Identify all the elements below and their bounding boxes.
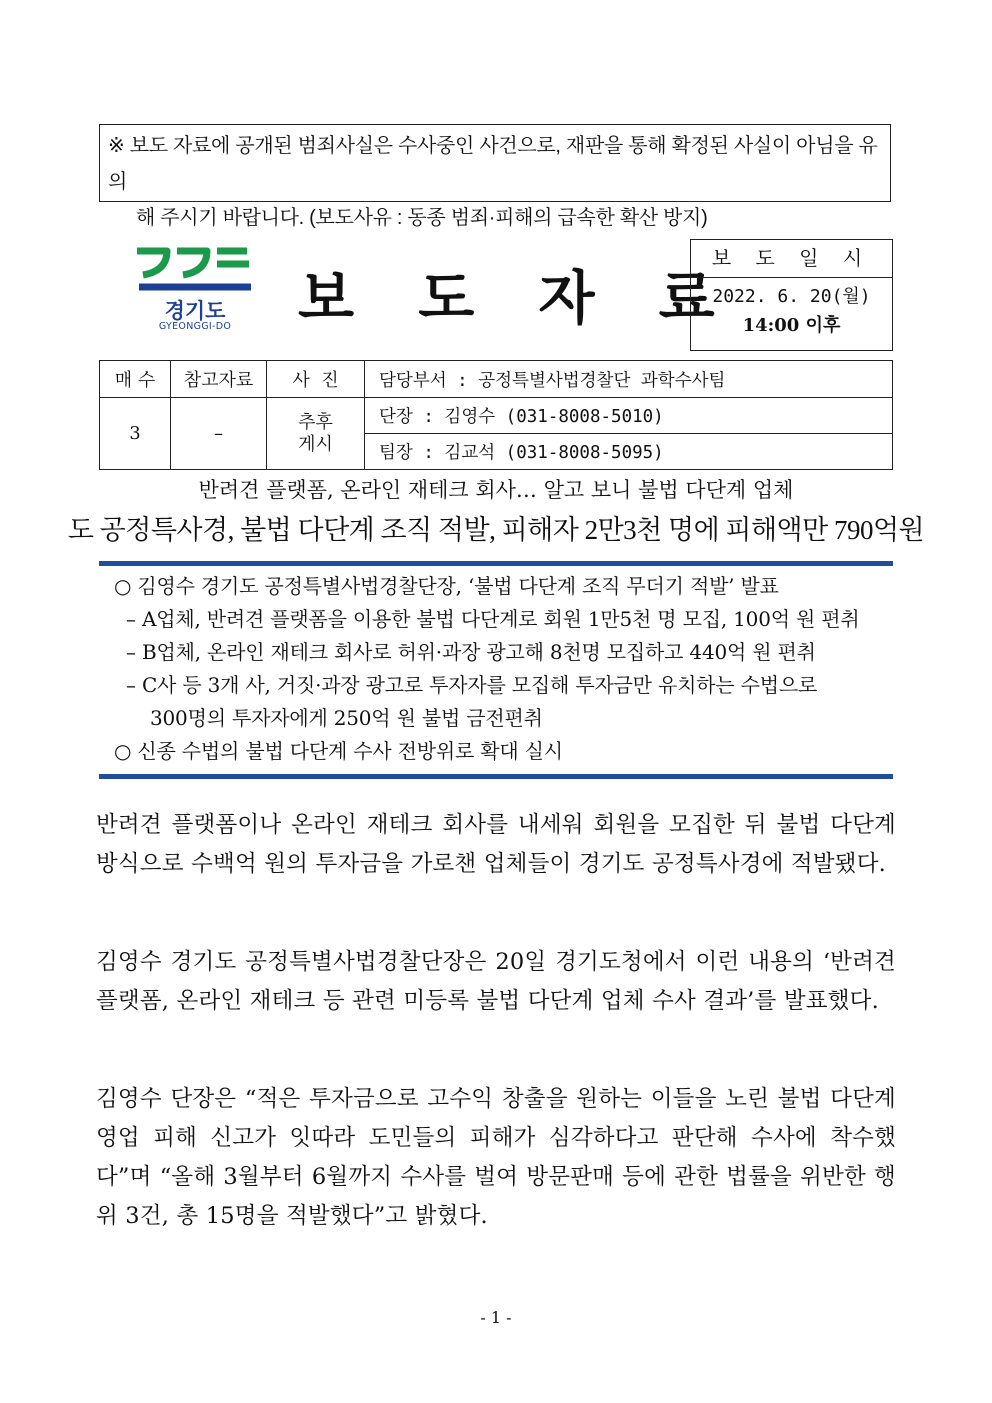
release-header: 보 도 일 시 bbox=[691, 240, 892, 278]
department: 담당부서 : 공정특별사법경찰단 과학수사팀 bbox=[365, 361, 893, 398]
contact-head: 단장 : 김영수 (031-8008-5010) bbox=[365, 398, 893, 434]
info-table bbox=[99, 360, 893, 470]
summary-item: – C사 등 3개 사, 거짓·과장 광고로 투자자를 모집해 투자금만 유치하는 수법으로 bbox=[126, 673, 818, 697]
subheadline: 반려견 플랫폼, 온라인 재테크 회사… 알고 보니 불법 다단계 업체 bbox=[198, 478, 794, 502]
body-paragraph-1: 반려견 플랫폼이나 온라인 재테크 회사를 내세워 회원을 모집한 뒤 불법 다단계 방식으로 수백억 원의 투자금을 가로챈 업체들이 경기도 공정특사경에 적발됐다. bbox=[96, 812, 896, 877]
body-paragraph-3: 김영수 단장은 “적은 투자금으로 고수익 창출을 원하는 이들을 노린 불법 다단계 영업 피해 신고가 잇따라 도민들의 피해가 심각하다고 판단해 수사에 착수했다”며 “올해 3월부터 6월까지 수사를 벌여 방문판매 등에 관한 법률을 위반한 행위 3건, 총 15명을 적발했다”고 밝혔다. bbox=[96, 1086, 896, 1229]
summary-item: – B업체, 온라인 재테크 회사로 허위·과장 광고해 8천명 모집하고 440억 원 편취 bbox=[126, 640, 816, 664]
value-pages: 3 bbox=[100, 398, 171, 470]
summary-item: 300명의 투자자에게 250억 원 불법 금전편취 bbox=[150, 706, 543, 730]
divider-top bbox=[99, 561, 893, 566]
release-date: 2022. 6. 20(월) bbox=[712, 286, 871, 307]
page-number: - 1 - bbox=[480, 1308, 512, 1327]
gyeonggi-logo-mark-icon bbox=[133, 247, 257, 295]
logo-subtitle: GYEONGGI-DO bbox=[158, 321, 232, 332]
summary-item: – A업체, 반려견 플랫폼을 이용한 불법 다단계로 회원 1만5천 명 모집, 100억 원 편취 bbox=[126, 607, 860, 631]
contact-team-lead: 팀장 : 김교석 (031-8008-5095) bbox=[365, 434, 893, 470]
logo-wordmark: 경기도 bbox=[164, 299, 226, 323]
value-attachments: – bbox=[171, 398, 267, 470]
notice-line-2: 해 주시기 바랍니다. (보도사유 : 동종 범죄·피해의 급속한 확산 방지) bbox=[136, 207, 708, 229]
summary-item: ○ 신종 수법의 불법 다단계 수사 전방위로 확대 실시 bbox=[114, 739, 563, 763]
release-date-box bbox=[690, 239, 893, 351]
header-photo: 사 진 bbox=[267, 361, 365, 398]
body-paragraph-2: 김영수 경기도 공정특별사법경찰단장은 20일 경기도청에서 이런 내용의 ‘반려견 플랫폼, 온라인 재테크 등 관련 미등록 불법 다단계 업체 수사 결과’를 발표했다. bbox=[96, 949, 896, 1014]
divider-bottom bbox=[99, 774, 893, 779]
notice-line-1: ※ 보도 자료에 공개된 범죄사실은 수사중인 사건으로, 재판을 통해 확정된 사실이 아님을 유의 bbox=[108, 135, 878, 193]
summary-box bbox=[104, 570, 894, 768]
summary-item: ○ 김영수 경기도 공정특별사법경찰단장, ‘불법 다단계 조직 무더기 적발’ 발표 bbox=[114, 574, 779, 598]
gyeonggi-logo bbox=[133, 247, 257, 337]
value-photo: 추후 게시 bbox=[267, 398, 365, 470]
header-pages: 매 수 bbox=[100, 361, 171, 398]
headline: 도 공정특사경, 불법 다단계 조직 적발, 피해자 2만3천 명에 피해액만 790억원 bbox=[67, 515, 925, 545]
page-title: 보 도 자 료 bbox=[298, 264, 737, 332]
release-time: 14:00 이후 bbox=[742, 315, 841, 336]
notice-box bbox=[99, 124, 891, 229]
header-attachments: 참고자료 bbox=[171, 361, 267, 398]
